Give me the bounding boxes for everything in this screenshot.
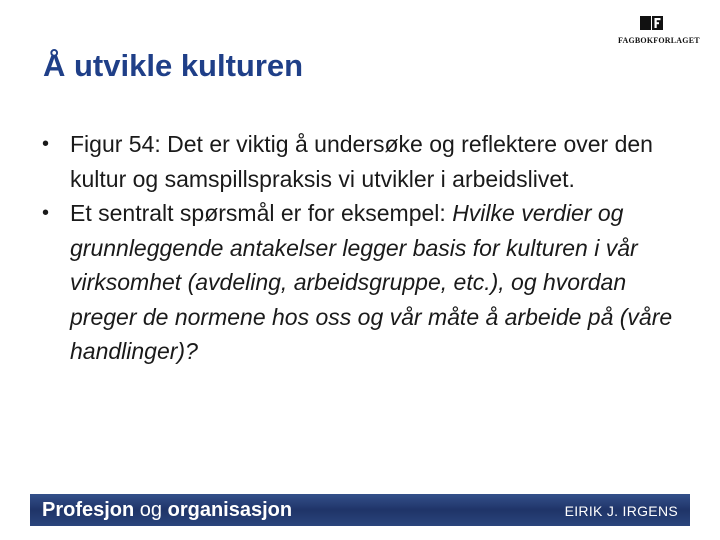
- bullet-glyph: •: [42, 202, 50, 224]
- bullet-list: [40, 127, 690, 369]
- bullet-text: Figur 54: Det er viktig å undersøke og reflektere over den kultur og samspillspraksis vi utvikler i arbeidslivet.: [70, 131, 653, 192]
- footer-title-connector: og: [134, 499, 168, 521]
- footer-author: EIRIK J. IRGENS: [564, 503, 678, 519]
- publisher-logo: [618, 14, 700, 50]
- logo-wordmark: FAGBOKFORLAGET: [618, 36, 700, 45]
- footer-title-part: Profesjon: [42, 499, 135, 521]
- bullet-item: [40, 196, 690, 369]
- footer-course-title: [42, 499, 292, 522]
- bullet-emphasis-text: Hvilke verdier og grunnleggende antakelser legger basis for kulturen i vår virksomhet (avdeling, arbeidsgruppe, etc.), og hvordan preger de normene hos oss og vår måte å arbeide på (våre handlinger)?: [70, 200, 673, 364]
- slide-title: Å utvikle kulturen: [43, 48, 304, 83]
- bullet-glyph: •: [42, 133, 50, 155]
- bullet-text: Et sentralt spørsmål er for eksempel:: [70, 200, 453, 226]
- footer-title-part: organisasjon: [167, 499, 293, 521]
- book-f-logo-icon: [640, 14, 664, 32]
- footer-bar: [30, 494, 690, 526]
- bullet-item: [40, 127, 690, 196]
